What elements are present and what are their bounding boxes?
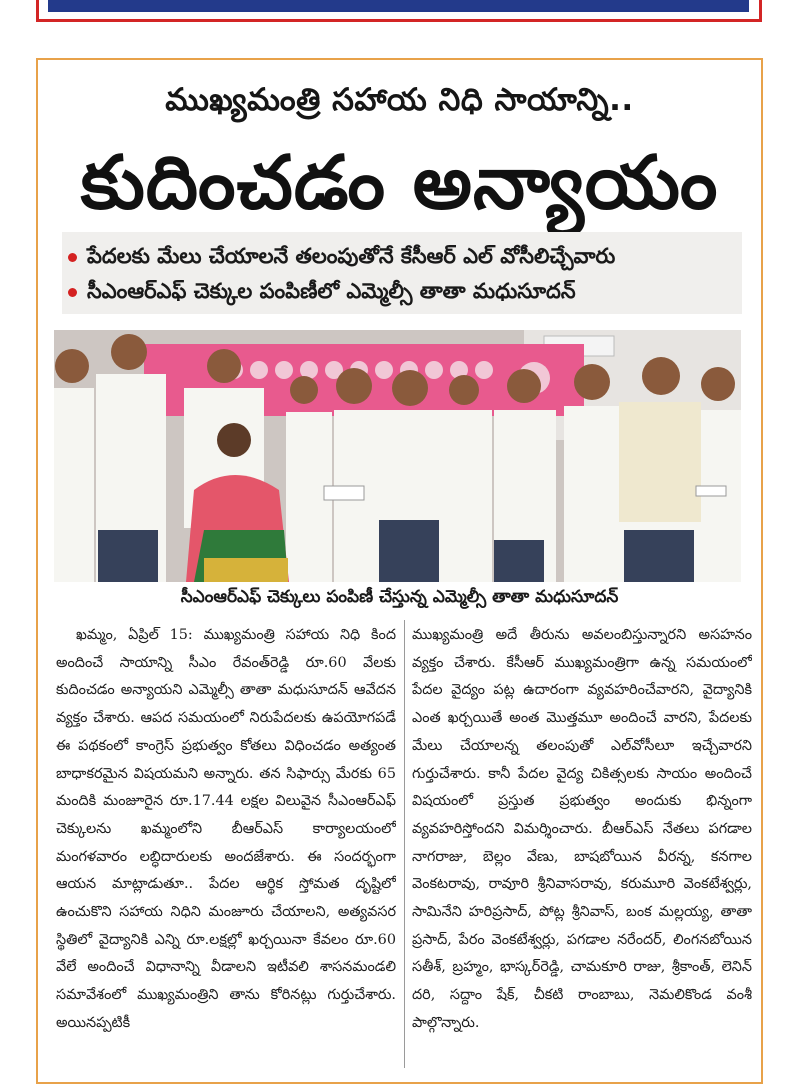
column-divider — [404, 620, 405, 1068]
news-article — [36, 58, 763, 1084]
bullet-dot-icon — [68, 288, 77, 297]
bullet-dot-icon — [68, 253, 77, 262]
body-paragraph: ఖమ్మం, ఏప్రిల్ 15: ముఖ్యమంత్రి సహాయ నిధి కింద అందించే సాయాన్ని సీఎం రేవంత్‌రెడ్డి రూ.60 వేలకు కుదించడం అన్యాయని ఎమ్మెల్సీ తాతా మధుసూదన్ ఆవేదన వ్యక్తం చేశారు. ఆపద సమయంలో నిరుపేదలకు ఉపయోగపడే ఈ పథకంలో కాంగ్రెస్ ప్రభుత్వం కోతలు విధించడం అత్యంత బాధాకరమైన విషయమని అన్నారు. తన సిఫార్సు మేరకు 65 మందికి మంజూరైన రూ.17.44 లక్షల విలువైన సీఎంఆర్ఎఫ్ చెక్కులను ఖమ్మంలోని బీఆర్ఎస్ కార్యాలయంలో మంగళవారం లబ్ధిదారులకు అందజేశారు. ఈ సందర్భంగా ఆయన మాట్లాడుతూ.. పేదల ఆర్థిక స్తోమత దృష్టిలో ఉంచుకొని సహాయ నిధిని మంజూరు చేయాలని, అత్యవసర స్థితిలో వైద్యానికి ఎన్ని రూ.లక్షల్లో ఖర్చయినా కేవలం రూ.60 వేలే అందించే విధానాన్ని వీడాలని ఇటీవలి శాసనమండలి సమావేశంలో ముఖ్యమంత్రిని తాను కోరినట్లు గుర్తుచేశారు. అయినప్పటికీ — [56, 627, 396, 1031]
article-body-left — [56, 622, 396, 1072]
article-kicker: ముఖ్యమంత్రి సహాయ నిధి సాయాన్ని.. — [165, 82, 634, 118]
article-body-right — [412, 622, 752, 1072]
bullet-text: సీఎంఆర్ఎఫ్ చెక్కుల పంపిణీలో ఎమ్మెల్సీ తాతా మధుసూదన్ — [87, 279, 576, 303]
highlight-box — [62, 232, 742, 314]
highlight-bullet — [68, 279, 576, 309]
bullet-text: పేదలకు మేలు చేయాలనే తలంపుతోనే కేసీఆర్ ఎల్ వోసీలిచ్చేవారు — [87, 244, 616, 268]
body-paragraph: ముఖ్యమంత్రి అదే తీరును అవలంబిస్తున్నారని అసహనం వ్యక్తం చేశారు. కేసీఆర్ ముఖ్యమంత్రిగా ఉన్న సమయంలో పేదల వైద్యం పట్ల ఉదారంగా వ్యవహరించేవారని, వైద్యానికి ఎంత ఖర్చయితే అంత మొత్తమూ అందించే వారని, పేదలకు మేలు చేయాలన్న తలంపుతో ఎల్‌వోసీలూ ఇచ్చేవారని గుర్తుచేశారు. కానీ పేదల వైద్య చికిత్సలకు సాయం అందించే విషయంలో ప్రస్తుత ప్రభుత్వం అందుకు భిన్నంగా వ్యవహరిస్తోందని విమర్శించారు. బీఆర్ఎస్ నేతలు పగడాల నాగరాజు, బెల్లం వేణు, బాషబోయిన వీరన్న, కనగాల వెంకటరావు, రావూరి శ్రీనివాసరావు, కరుమూరి వెంకటేశ్వర్లు, సామినేని హరిప్రసాద్, పోట్ల శ్రీనివాస్, బంక మల్లయ్య, తాతా ప్రసాద్, పేరం వెంకటేశ్వర్లు, పగడాల నరేందర్, లింగనబోయిన సతీశ్, బ్రహ్మం, భాస్కర్‌రెడ్డి, చామకూరి రాజు, శ్రీకాంత్, లెనిన్ దరి, సద్దాం షేక్, చీకటి రాంబాబు, నెమలికొండ వంశీ పాల్గొన్నారు. — [412, 627, 752, 1031]
news-photo — [54, 330, 741, 582]
article-headline: కుదించడం అన్యాయం — [80, 140, 719, 226]
photo-caption: సీఎంఆర్ఎఫ్ చెక్కులు పంపిణీ చేస్తున్న ఎమ్మెల్సీ తాతా మధుసూదన్ — [180, 587, 619, 607]
highlight-bullet — [68, 244, 615, 274]
masthead-bar — [48, 0, 749, 12]
